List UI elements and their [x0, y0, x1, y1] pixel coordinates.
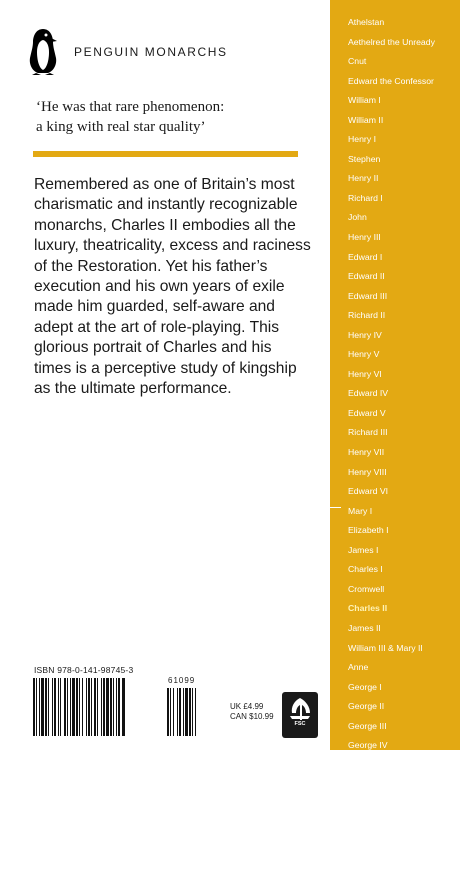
isbn-barcode-icon [33, 678, 163, 736]
monarch-list-item: Henry VI [348, 368, 382, 379]
addon-barcode-number: 61099 [168, 676, 196, 685]
blurb-line: charismatic and instantly recognizable [34, 196, 298, 214]
monarch-list-item: Edward II [348, 271, 385, 282]
pull-quote [36, 97, 321, 137]
monarch-list [348, 13, 435, 893]
quote-line: ‘He was that rare phenomenon: [36, 99, 225, 115]
price-list [230, 702, 274, 722]
monarch-list-item: Cromwell [348, 583, 385, 594]
monarch-list-item: Edward III [348, 290, 388, 301]
monarch-list-item: Henry VIII [348, 466, 387, 477]
monarch-list-item: Richard I [348, 192, 383, 203]
monarch-list-item: Richard II [348, 310, 386, 321]
fsc-tree-logo-icon [282, 692, 318, 738]
monarch-list-item: George II [348, 701, 385, 712]
monarch-list-item: Edward IV [348, 388, 389, 399]
monarch-list-item: Athelstan [348, 17, 385, 27]
monarch-list-item: George I [348, 681, 382, 692]
monarch-list-item: Henry I [348, 134, 377, 145]
addon-barcode-icon [167, 688, 217, 736]
monarch-list-item: Mary I [348, 505, 373, 516]
blurb-line: times is a perceptive study of kingship [34, 359, 297, 377]
monarch-list-item: George IV [348, 740, 388, 751]
monarch-list-item: William IV [348, 759, 387, 770]
blurb-line: luxury, theatricality, excess and raciness [34, 237, 311, 255]
monarch-list-item: Anne [348, 662, 369, 673]
blurb-line: adept at the art of role-playing. This [34, 318, 280, 336]
isbn-text: ISBN 978-0-141-98745-3 [34, 665, 134, 675]
monarch-list-item: William I [348, 95, 381, 106]
monarch-list-item: Edward VII [348, 798, 391, 809]
monarch-list-item: Elizabeth II [348, 877, 391, 888]
monarch-list-item: George III [348, 720, 387, 731]
monarch-list-item: Elizabeth I [348, 525, 389, 536]
blurb-line: execution and his own years of exile [34, 278, 285, 296]
monarch-list-item: William III & Mary II [348, 642, 423, 653]
monarch-list-item: Henry V [348, 349, 380, 360]
canada-price: CAN $10.99 [230, 712, 274, 721]
monarch-list-item: James I [348, 544, 379, 555]
blurb-line: of the Restoration. Yet his father’s [34, 257, 268, 275]
monarch-list-item: Edward VI [348, 486, 389, 497]
monarch-list-item: Aethelred the Unready [348, 36, 435, 47]
book-blurb [34, 175, 326, 399]
monarch-list-item: George V [348, 818, 386, 829]
blurb-line: Remembered as one of Britain’s most [34, 176, 295, 193]
monarch-list-item: Henry III [348, 232, 381, 243]
monarch-list-item: Stephen [348, 153, 381, 164]
penguin-logo-icon [28, 28, 58, 76]
monarch-list-item: Edward VIII [348, 837, 393, 848]
monarch-list-item-current: Charles II [348, 603, 388, 614]
monarch-list-item: John [348, 212, 367, 223]
monarch-list-item: Henry IV [348, 329, 382, 340]
accent-divider [33, 151, 298, 157]
monarch-list-item: Charles I [348, 564, 383, 575]
monarch-list-item: Edward the Confessor [348, 75, 434, 86]
monarch-list-item: Henry II [348, 173, 379, 184]
current-monarch-marker [330, 507, 341, 508]
monarch-list-item: George VI [348, 857, 388, 868]
blurb-line: as the ultimate performance. [34, 380, 232, 398]
monarch-list-item: Edward V [348, 407, 386, 418]
quote-line: a king with real star quality’ [36, 119, 206, 135]
monarch-list-item: James II [348, 622, 381, 633]
blurb-line: made him guarded, self-aware and [34, 298, 275, 316]
blurb-line: monarchs, Charles II embodies all the [34, 216, 296, 234]
monarch-list-item: William II [348, 114, 384, 125]
monarch-list-item: Richard III [348, 427, 388, 438]
monarch-list-item: Cnut [348, 56, 367, 67]
blurb-line: glorious portrait of Charles and his [34, 339, 272, 357]
monarch-list-item: Edward I [348, 251, 383, 262]
monarch-list-item: Henry VII [348, 447, 385, 458]
monarch-list-item: Victoria [348, 779, 377, 790]
series-title: PENGUIN MONARCHS [74, 45, 228, 59]
fsc-label: FSC [294, 721, 306, 727]
uk-price: UK £4.99 [230, 702, 264, 711]
